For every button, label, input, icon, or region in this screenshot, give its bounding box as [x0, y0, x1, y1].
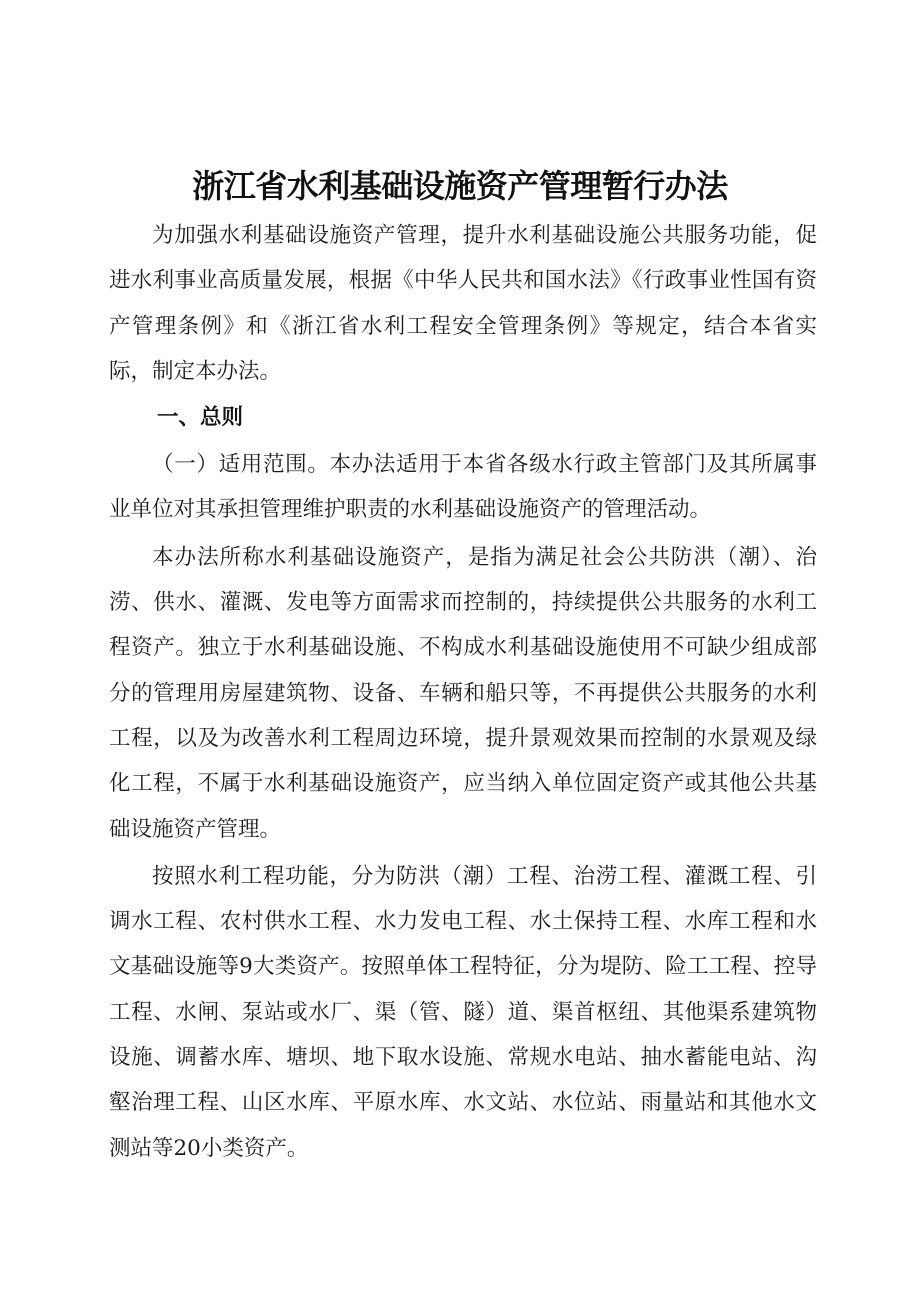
section-heading-general: 一、总则 [157, 405, 244, 431]
preamble-paragraph: 为加强水利基础设施资产管理，提升水利基础设施公共服务功能，促进水利事业高质量发展，根据《中华人民共和国水法》《行政事业性国有资产管理条例》和《浙江省水利工程安全管理条例》等规定，结合本省实际，制定本办法。 [109, 223, 817, 384]
paragraph-definition: 本办法所称水利基础设施资产，是指为满足社会公共防洪（潮）、治涝、供水、灌溉、发电等方面需求而控制的，持续提供公共服务的水利工程资产。独立于水利基础设施、不构成水利基础设施使用不可缺少组成部分的管理用房屋建筑物、设备、车辆和船只等，不再提供公共服务的水利工程，以及为改善水利工程周边环境，提升景观效果而控制的水景观及绿化工程，不属于水利基础设施资产，应当纳入单位固定资产或其他公共基础设施资产管理。 [109, 544, 817, 842]
paragraph-classification: 按照水利工程功能，分为防洪（潮）工程、治涝工程、灌溉工程、引调水工程、农村供水工程、水力发电工程、水土保持工程、水库工程和水文基础设施等9大类资产。按照单体工程特征，分为堤防、险工工程、控导工程、水闸、泵站或水厂、渠（管、隧）道、渠首枢纽、其他渠系建筑物设施、调蓄水库、塘坝、地下取水设施、常规水电站、抽水蓄能电站、沟壑治理工程、山区水库、平原水库、水文站、水位站、雨量站和其他水文测站等20小类资产。 [109, 863, 817, 1161]
document-body [109, 213, 817, 1171]
paragraph-scope: （一）适用范围。本办法适用于本省各级水行政主管部门及其所属事业单位对其承担管理维护职责的水利基础设施资产的管理活动。 [109, 452, 817, 523]
document-title: 浙江省水利基础设施资产管理暂行办法 [192, 167, 728, 206]
